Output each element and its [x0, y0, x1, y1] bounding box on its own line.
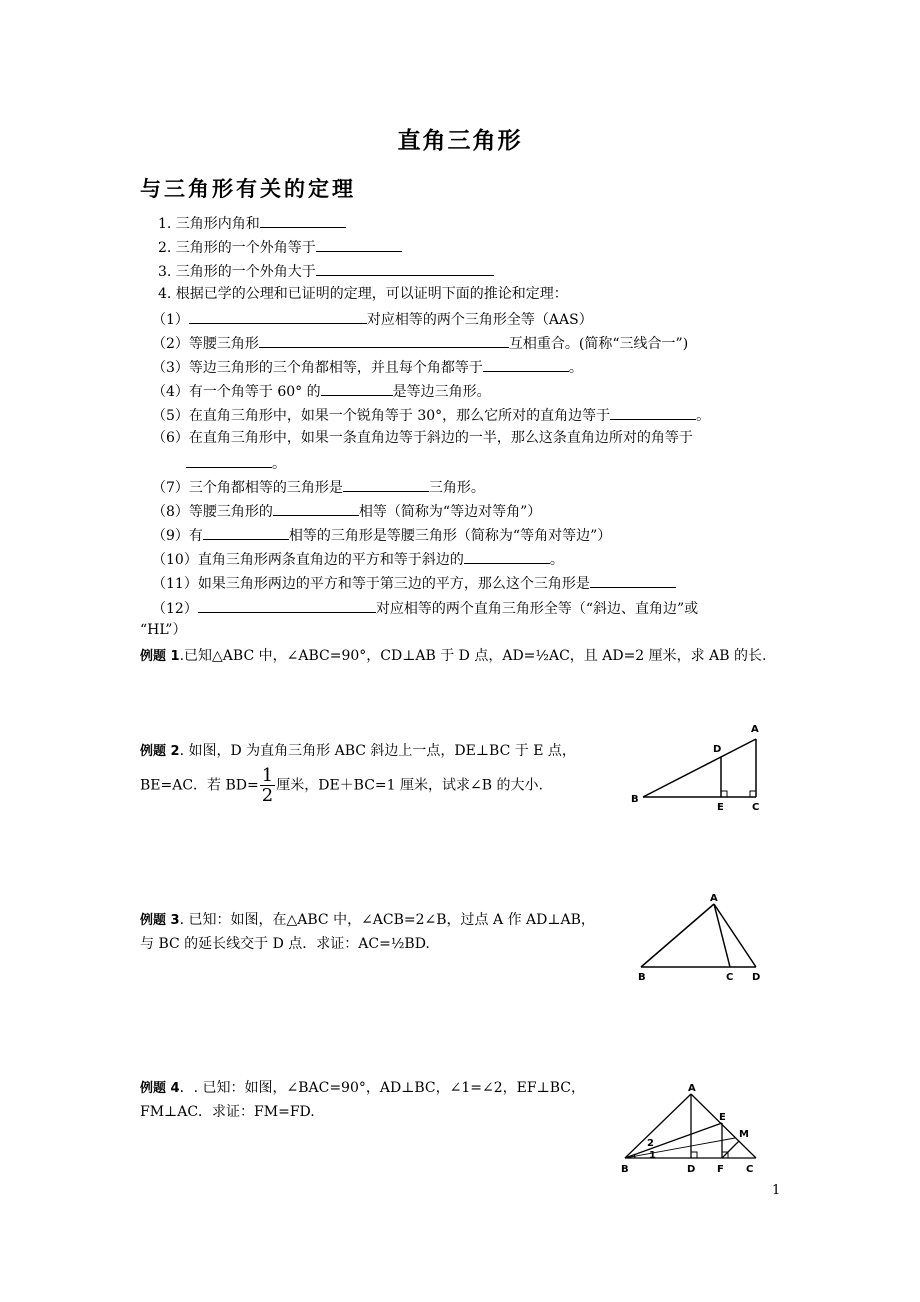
label-A: A	[751, 724, 759, 735]
item-p6: （6）在直角三角形中，如果一条直角边等于斜边的一半，那么这条直角边所对的角等于	[152, 430, 693, 446]
label-A: A	[688, 1083, 696, 1094]
item-2: 2. 三角形的一个外角等于	[158, 236, 402, 258]
blank	[610, 404, 696, 420]
blank	[273, 500, 359, 516]
example-4-line-1: 例题 4．. 已知：如图，∠BAC=90°，AD⊥BC，∠1=∠2，EF⊥BC，	[140, 1080, 585, 1096]
label-D: D	[713, 744, 722, 755]
angle-2-label: 2	[647, 1138, 654, 1149]
blank	[343, 476, 429, 492]
blank	[316, 236, 402, 252]
blank	[198, 597, 376, 613]
label-C: C	[746, 1164, 754, 1175]
item-p12-cont: “HL”）	[140, 622, 187, 638]
label-F: F	[717, 1164, 724, 1175]
label-M: M	[739, 1129, 749, 1140]
label-B: B	[621, 1164, 629, 1175]
label-E: E	[717, 802, 724, 813]
example-3-line-1: 例题 3. 已知：如图，在△ABC 中，∠ACB=2∠B，过点 A 作 AD⊥AB，	[140, 912, 595, 928]
item-p2: （2）等腰三角形 互相重合。(简称“三线合一”)	[152, 332, 688, 354]
label-B: B	[638, 972, 646, 983]
figure-2-right-triangle	[620, 718, 770, 818]
blank	[483, 356, 569, 372]
label-D: D	[687, 1164, 696, 1175]
blank	[464, 548, 550, 564]
item-3: 3. 三角形的一个外角大于	[158, 260, 494, 282]
item-4: 4. 根据已学的公理和已证明的定理，可以证明下面的推论和定理：	[158, 286, 568, 302]
example-1: 例题 1.已知△ABC 中，∠ABC=90°，CD⊥AB 于 D 点，AD=½AC，且 AD=2 厘米，求 AB 的长.	[140, 648, 767, 664]
item-p8: （8）等腰三角形的 相等（简称为“等边对等角”）	[152, 500, 541, 522]
example-3-line-2: 与 BC 的延长线交于 D 点．求证：AC=½BD.	[140, 936, 430, 952]
blank	[260, 212, 346, 228]
item-1: 1. 三角形内角和	[158, 212, 346, 234]
item-p11: （11）如果三角形两边的平方和等于第三边的平方，那么这个三角形是	[152, 572, 676, 594]
blank	[259, 332, 509, 348]
label-C: C	[726, 972, 734, 983]
label-E: E	[719, 1112, 726, 1123]
page-number: 1	[772, 1183, 781, 1198]
example-4-line-2: FM⊥AC．求证：FM=FD.	[140, 1104, 315, 1120]
example-2-line-2: BE=AC．若 BD= $\frac{1}{2}$ 厘米，DE＋BC=1 厘米，试求∠B 的大小.	[140, 765, 543, 806]
blank	[590, 572, 676, 588]
fraction-one-half: $\frac{1}{2}$	[261, 765, 274, 806]
item-p4: （4）有一个角等于 60° 的 是等边三角形。	[152, 380, 491, 402]
example-2-line-1: 例题 2. 如图，D 为直角三角形 ABC 斜边上一点，DE⊥BC 于 E 点，	[140, 743, 576, 759]
blank	[189, 308, 367, 324]
item-p9: （9）有 相等的三角形是等腰三角形（简称为“等角对等边”）	[152, 524, 611, 546]
item-p12: （12） 对应相等的两个直角三角形全等（“斜边、直角边”或	[152, 597, 698, 619]
blank	[316, 260, 494, 276]
label-B: B	[631, 794, 639, 805]
blank	[186, 452, 272, 468]
label-D: D	[752, 972, 761, 983]
blank	[203, 524, 289, 540]
section-title: 与三角形有关的定理	[140, 177, 356, 201]
figure-4-triangle	[615, 1078, 765, 1178]
item-p3: （3）等边三角形的三个角都相等，并且每个角都等于 。	[152, 356, 583, 378]
item-p6-cont: 。	[186, 452, 286, 474]
item-p7: （7）三个角都相等的三角形是 三角形。	[152, 476, 485, 498]
item-p5: （5）在直角三角形中，如果一个锐角等于 30°，那么它所对的直角边等于 。	[152, 404, 710, 426]
label-A: A	[710, 893, 718, 904]
blank	[321, 380, 393, 396]
item-p1: （1） 对应相等的两个三角形全等（AAS）	[152, 308, 593, 330]
page-title: 直角三角形	[397, 128, 523, 154]
label-C: C	[752, 802, 760, 813]
angle-1-label: 1	[649, 1150, 656, 1161]
figure-3-triangle	[620, 888, 770, 988]
item-p10: （10）直角三角形两条直角边的平方和等于斜边的 。	[152, 548, 564, 570]
